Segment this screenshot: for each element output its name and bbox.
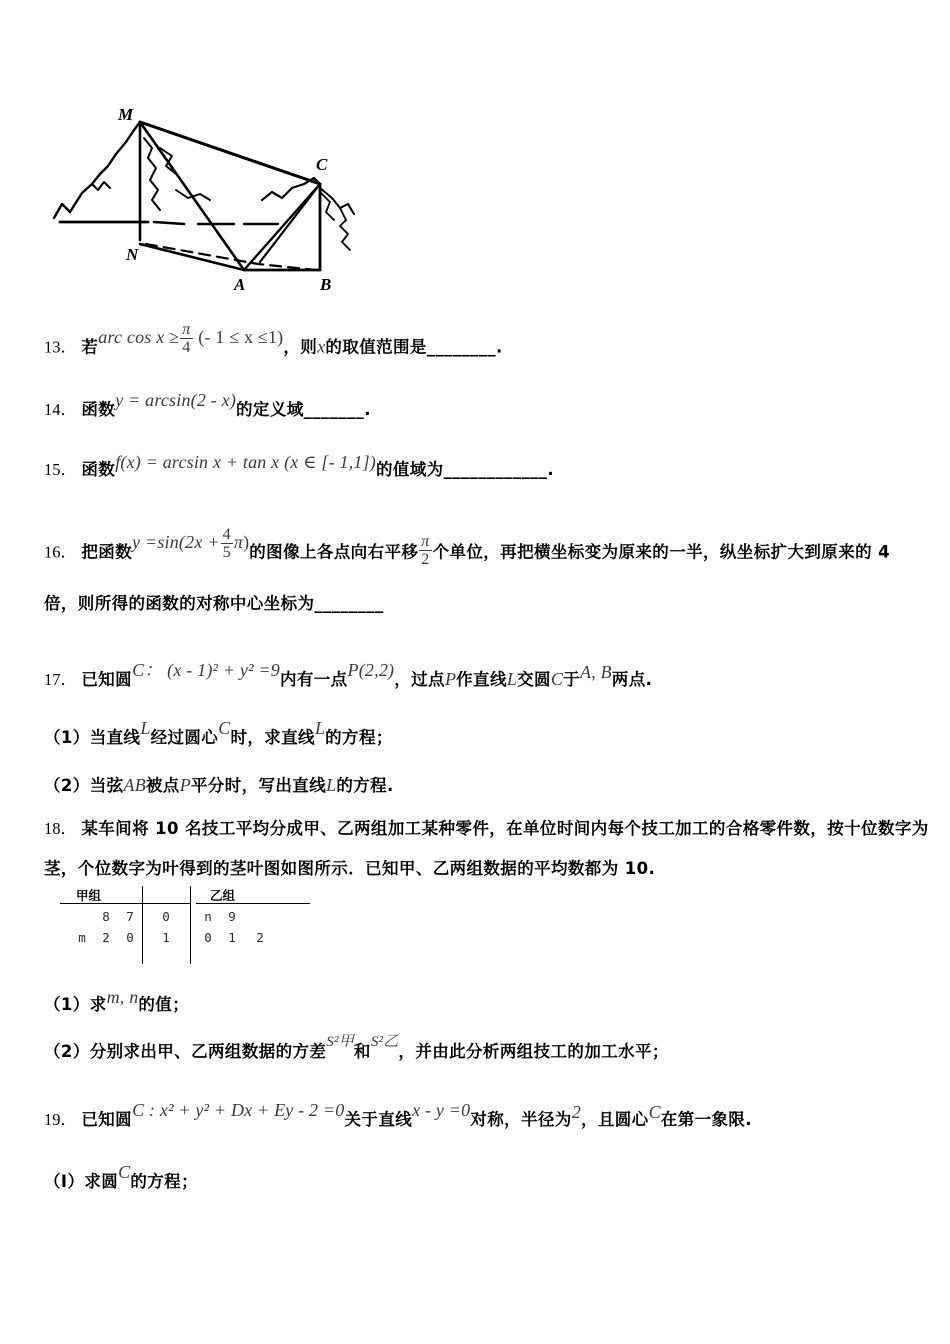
stemleaf-row-1-left-leaf-1: 2 xyxy=(102,930,110,945)
q17-point-p: P(2,2) xyxy=(347,660,395,680)
q17-sub2-m3: L xyxy=(326,775,337,795)
q13-tail-var: x xyxy=(317,336,326,357)
question-17-sub-1 xyxy=(44,718,393,747)
q16-math-suffix: ) xyxy=(243,532,250,553)
q15-answer-blank[interactable]: ____________ xyxy=(443,460,548,479)
q13-domain: (- 1 ≤ x ≤1) xyxy=(198,327,284,348)
q17-mid-4: 交圆 xyxy=(517,670,551,689)
geometry-figure xyxy=(48,92,378,292)
q13-period: . xyxy=(496,337,503,357)
q18-sub2-text-1: 分别求出甲、乙两组数据的方差 xyxy=(89,1042,327,1061)
stemleaf-vrule-right xyxy=(190,886,191,964)
stemleaf-vrule-left xyxy=(142,886,143,964)
q14-number: 14． xyxy=(44,400,77,419)
q17-circle-text: C： (x - 1)² + y² =9 xyxy=(132,660,280,680)
q16-shift-frac-bottom: 2 xyxy=(419,550,431,568)
q19-mid-1: 关于直线 xyxy=(344,1110,413,1129)
q13-fraction xyxy=(180,321,192,355)
q17-sub1-text-2: 经过圆心 xyxy=(150,728,219,747)
q19-lead: 已知圆 xyxy=(81,1110,133,1129)
q16-mid-2: 个单位，再把横坐标变为原来的一半，纵坐标扩大到原来的 4 xyxy=(432,542,891,562)
stemleaf-row-0-left-leaf-0: 8 xyxy=(102,909,110,924)
q14-period: . xyxy=(364,400,371,419)
stemleaf-row-0-right-leaf-0: n xyxy=(204,909,212,924)
q14-answer-blank[interactable]: _______ xyxy=(303,400,365,419)
q13-tail-2: 的取值范围是 xyxy=(325,337,427,357)
q17-sub2-m2: P xyxy=(179,775,191,795)
geometry-figure-svg xyxy=(48,92,378,292)
q17-lead: 已知圆 xyxy=(81,670,133,689)
stemleaf-row-1-stem: 1 xyxy=(162,930,170,945)
question-14 xyxy=(44,390,371,419)
q17-c: C xyxy=(550,669,564,689)
q17-sub2-text-3: 平分时，写出直线 xyxy=(190,776,327,795)
q13-var: x xyxy=(156,327,165,348)
q17-sub2-m1: AB xyxy=(123,775,146,795)
q19-mid-2: 对称，半径为 xyxy=(470,1110,572,1129)
q18-line-2: 茎，个位数字为叶得到的茎叶图如图所示．已知甲、乙两组数据的平均数都为 10. xyxy=(44,859,656,878)
q18-sub2-m1: S²甲 xyxy=(326,1034,354,1050)
q18-sub2-variance-jia xyxy=(326,1034,354,1050)
q13-frac-bottom: 4 xyxy=(180,338,192,356)
q18-sub2-m2: S²乙 xyxy=(370,1034,399,1050)
stemleaf-left-header: 甲组 xyxy=(76,888,102,903)
q17-sub1-text-3: 时，求直线 xyxy=(230,728,315,747)
q17-mid-1: 内有一点 xyxy=(279,670,348,689)
q17-mid-5: 于 xyxy=(563,670,580,689)
q19-radius: 2 xyxy=(571,1102,581,1122)
q16-fraction xyxy=(221,526,233,560)
q16-shift-frac-top: π xyxy=(421,532,430,550)
q13-answer-blank[interactable]: ________ xyxy=(426,337,496,357)
q13-rel: ≥ xyxy=(169,327,180,348)
figure-label-B: B xyxy=(320,275,332,292)
figure-label-M: M xyxy=(118,105,134,124)
q16-pi: π xyxy=(233,532,244,553)
q16-math-prefix: y =sin(2x + xyxy=(132,532,220,553)
question-15 xyxy=(44,452,555,479)
q17-tail: 两点. xyxy=(611,670,653,689)
q18-sub1-text-2: 的值； xyxy=(138,995,190,1014)
q13-tail-1: ，则 xyxy=(283,337,318,357)
q19-circle-equation: C : x² + y² + Dx + Ey - 2 =0 xyxy=(132,1100,345,1120)
stemleaf-row-1-right-leaf-0: 0 xyxy=(204,930,212,945)
q13-arccos: arc cos xyxy=(98,327,152,348)
stemleaf-row-1-right-leaf-2: 2 xyxy=(256,930,264,945)
q18-line-1: 某车间将 10 名技工平均分成甲、乙两组加工某种零件，在单位时间内每个技工加工的合格零件数，按十位数字为 xyxy=(81,819,929,838)
q15-period: . xyxy=(547,460,555,479)
question-18-line-2 xyxy=(44,860,655,878)
q17-sub1-label: （1） xyxy=(44,728,90,747)
stemleaf-row-1-left-leaf-0: m xyxy=(78,930,86,945)
q14-math-text: y = arcsin(2 - x) xyxy=(115,390,237,410)
question-17 xyxy=(44,660,653,689)
q15-math xyxy=(115,452,376,472)
q18-sub1-text-1: 求 xyxy=(89,995,107,1014)
q15-math-text: f(x) = arcsin x + tan x (x ∈ [- 1,1]) xyxy=(115,452,376,472)
q18-sub2-variance-yi xyxy=(371,1034,399,1050)
q13-math xyxy=(98,320,284,356)
q19-sub1-text-2: 的方程； xyxy=(130,1172,198,1191)
q15-tail: 的值域为 xyxy=(375,460,444,479)
stemleaf-left-rule xyxy=(60,903,190,904)
q16-lead: 把函数 xyxy=(81,542,133,562)
q18-sub1-m1: m, n xyxy=(106,987,139,1007)
q16-frac-bottom: 5 xyxy=(222,542,231,561)
figure-label-N: N xyxy=(126,245,139,264)
figure-label-C: C xyxy=(316,155,328,174)
q13-lead: 若 xyxy=(81,337,99,357)
q18-number: 18． xyxy=(44,819,77,838)
q16-mid-1: 的图像上各点向右平移 xyxy=(249,542,419,562)
question-19-sub-1 xyxy=(44,1162,198,1191)
question-18-line-1 xyxy=(44,820,929,838)
q17-ab: A, B xyxy=(580,662,612,682)
q19-line-equation: x - y =0 xyxy=(412,1100,471,1120)
q16-line2-text: 倍，则所得的函数的对称中心坐标为 xyxy=(44,594,315,613)
q14-tail: 的定义域 xyxy=(236,400,304,419)
q17-sub1-text-4: 的方程； xyxy=(325,728,393,747)
q19-mid-3: ，且圆心 xyxy=(580,1110,649,1129)
q17-p: P xyxy=(444,669,457,689)
q18-sub2-text-2: 和 xyxy=(353,1042,371,1061)
q17-sub1-text-1: 当直线 xyxy=(89,728,141,747)
figure-label-A: A xyxy=(234,275,246,292)
question-18-sub-2 xyxy=(44,1034,669,1061)
q15-lead: 函数 xyxy=(81,460,116,479)
q17-sub2-text-4: 的方程. xyxy=(336,776,394,795)
q16-math xyxy=(132,525,250,561)
q18-sub2-text-3: ，并由此分析两组技工的加工水平； xyxy=(398,1042,669,1061)
stemleaf-row-0-right-leaf-1: 9 xyxy=(228,909,236,924)
question-16-line-1 xyxy=(44,525,891,569)
q17-number: 17． xyxy=(44,670,77,689)
q19-sub1-m1: C xyxy=(118,1162,131,1182)
q17-circle-equation xyxy=(132,660,280,680)
q17-l: L xyxy=(506,669,518,689)
stemleaf-row-1-left-leaf-2: 0 xyxy=(126,930,134,945)
q19-c: C xyxy=(648,1102,661,1122)
q17-sub2-label: （2） xyxy=(44,776,90,795)
stem-and-leaf-plot xyxy=(60,886,310,964)
q19-number: 19． xyxy=(44,1110,77,1129)
q14-lead: 函数 xyxy=(81,400,116,419)
question-16-line-2 xyxy=(44,595,384,613)
q17-mid-2: ，过点 xyxy=(394,670,445,689)
question-18-sub-1 xyxy=(44,987,190,1014)
q13-number: 13． xyxy=(44,337,77,357)
stemleaf-row-0-stem: 0 xyxy=(162,909,170,924)
q18-sub1-label: （1） xyxy=(44,995,90,1014)
question-17-sub-2 xyxy=(44,776,394,795)
q16-shift-fraction xyxy=(418,532,432,568)
q16-number: 16． xyxy=(44,542,77,562)
q17-sub2-text-2: 被点 xyxy=(145,776,180,795)
q18-sub2-label: （2） xyxy=(44,1042,90,1061)
q19-sub1-text-1: 求圆 xyxy=(84,1172,119,1191)
stemleaf-row-1-right-leaf-1: 1 xyxy=(228,930,236,945)
q17-sub1-m1: L xyxy=(140,718,151,738)
q17-sub1-m3: L xyxy=(314,718,326,738)
stemleaf-right-rule xyxy=(196,903,310,904)
q15-number: 15． xyxy=(44,460,77,479)
stemleaf-row-0-left-leaf-1: 7 xyxy=(126,909,134,924)
q16-answer-blank[interactable]: ________ xyxy=(314,594,384,613)
q14-math xyxy=(115,390,236,410)
q13-frac-top: π xyxy=(182,320,191,338)
question-13 xyxy=(44,320,503,364)
question-19 xyxy=(44,1100,752,1129)
q16-frac-top: 4 xyxy=(222,525,231,543)
q19-tail: 在第一象限. xyxy=(660,1110,752,1129)
q17-mid-3: 作直线 xyxy=(456,670,507,689)
q19-sub1-label: （Ⅰ） xyxy=(44,1172,85,1191)
q17-sub2-text-1: 当弦 xyxy=(89,776,124,795)
stemleaf-right-header: 乙组 xyxy=(210,888,236,903)
q17-sub1-m2: C xyxy=(218,718,231,738)
